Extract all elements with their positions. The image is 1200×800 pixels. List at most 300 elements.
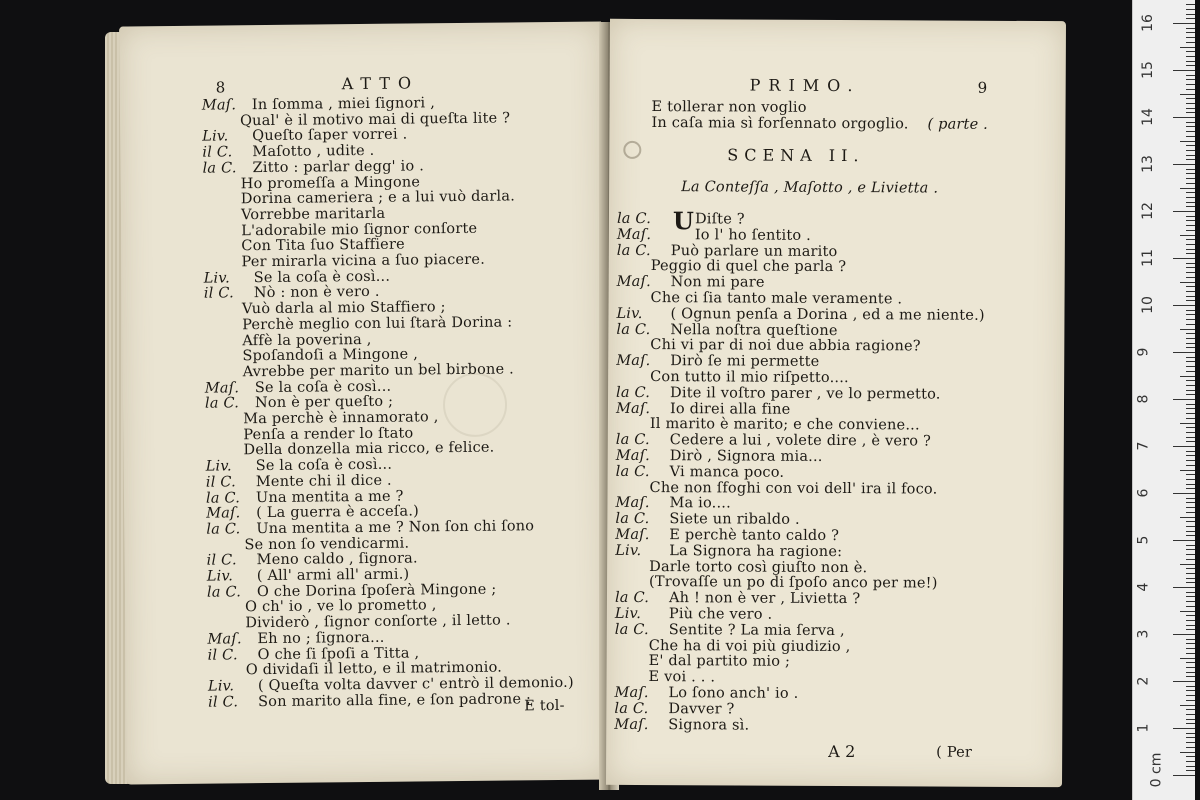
ruler-tick <box>1186 488 1195 489</box>
ruler-tick <box>1186 427 1195 428</box>
ruler-number: 4 <box>1135 582 1152 592</box>
speaker-label: il C. <box>205 474 236 491</box>
speaker-label: la C. <box>616 321 651 338</box>
ruler-tick <box>1173 540 1195 541</box>
ruler-number: 11 <box>1139 249 1156 267</box>
verse-line: ( Queſta volta davver c' entrò il demonio.) <box>257 674 574 695</box>
verse-line: Dividerò , ſignor conſorte , il letto . <box>245 612 511 632</box>
ruler-tick <box>1186 672 1195 673</box>
ruler-tick <box>1180 282 1195 283</box>
verse-line: Qual' è il motivo mai di queſta lite ? <box>239 110 511 129</box>
ruler-tick <box>1186 112 1195 113</box>
ruler-tick <box>1173 775 1195 776</box>
ruler-tick <box>1186 253 1195 254</box>
verse-line: O ch' io , ve lo prometto , <box>245 597 437 616</box>
verse-line: Sentite ? La mia ſerva , <box>668 621 845 639</box>
ruler-tick <box>1180 188 1195 189</box>
ruler-tick <box>1186 14 1195 15</box>
ruler-number: 8 <box>1135 394 1152 404</box>
verse-line: Meno caldo , ſignora. <box>256 550 418 569</box>
verse-line: Ma io.... <box>669 495 731 512</box>
ruler-tick <box>1186 714 1195 715</box>
ruler-number: 3 <box>1135 629 1152 639</box>
verse-line: Io l' ho ſentito . <box>694 227 812 244</box>
ruler-tick <box>1186 408 1195 409</box>
ruler-tick <box>1186 173 1195 174</box>
ruler-tick <box>1186 380 1195 381</box>
ruler-tick <box>1186 103 1195 104</box>
speaker-label: la C. <box>204 395 240 412</box>
left-running-head: ATTO <box>341 73 420 94</box>
speaker-label: Liv. <box>202 128 229 146</box>
ruler-tick <box>1186 37 1195 38</box>
ruler-tick <box>1186 625 1195 626</box>
ruler-tick <box>1186 502 1195 503</box>
ruler-tick <box>1186 28 1195 29</box>
ruler-tick <box>1186 244 1195 245</box>
verse-line: (Trovaſſe un po di ſpoſo anco per me!) <box>649 574 938 592</box>
ruler-number: 14 <box>1139 108 1156 126</box>
speaker-label: Liv. <box>206 568 234 585</box>
ruler-tick <box>1173 211 1195 212</box>
verse-line: Peggio di quel che parla ? <box>650 258 847 276</box>
ruler-tick <box>1186 455 1195 456</box>
ruler-tick <box>1186 545 1195 546</box>
ruler-tick <box>1180 47 1195 48</box>
measuring-ruler <box>1132 0 1195 800</box>
ruler-tick <box>1186 4 1195 5</box>
ruler-tick <box>1186 747 1195 748</box>
ruler-tick <box>1186 686 1195 687</box>
ruler-tick <box>1186 568 1195 569</box>
verse-line: In ſomma , miei ſignori , <box>251 95 436 114</box>
verse-line: Che ha di voi più giudizio , <box>648 637 851 655</box>
ruler-tick <box>1186 695 1195 696</box>
verse-line: Della donzella mia ricco, e felice. <box>243 440 495 459</box>
ruler-tick <box>1186 766 1195 767</box>
verse-line: ( Ognun penſa a Dorina , ed a me niente.) <box>670 305 985 324</box>
ruler-tick <box>1180 611 1195 612</box>
verse-line: Per mirarla vicina a ſuo piacere. <box>241 251 486 271</box>
ruler-tick <box>1186 249 1195 250</box>
speaker-label: la C. <box>615 511 650 528</box>
verse-line: Diſte ? <box>694 211 745 228</box>
ruler-tick <box>1186 314 1195 315</box>
ruler-number: 16 <box>1139 14 1156 32</box>
speaker-label: la C. <box>615 432 650 449</box>
verse-line: E tollerar non voglio <box>651 99 807 116</box>
ruler-tick <box>1186 178 1195 179</box>
ruler-tick <box>1180 423 1195 424</box>
speaker-label: Liv. <box>614 605 642 622</box>
ruler-tick <box>1186 272 1195 273</box>
ruler-tick <box>1186 192 1195 193</box>
ruler-tick <box>1186 770 1195 771</box>
ruler-tick <box>1186 723 1195 724</box>
ruler-tick <box>1186 639 1195 640</box>
open-book <box>105 12 1070 794</box>
verse-line: Il marito è marito; e che conviene... <box>649 416 920 434</box>
verse-line: Che ci ſia tanto male veramente . <box>650 290 903 308</box>
bleed-through-mark <box>443 373 508 438</box>
ruler-tick <box>1186 451 1195 452</box>
ruler-tick <box>1186 366 1195 367</box>
ruler-tick <box>1173 634 1195 635</box>
ruler-number: 13 <box>1139 155 1156 173</box>
ruler-number: 5 <box>1135 535 1152 545</box>
ruler-tick <box>1186 742 1195 743</box>
ruler-tick <box>1180 658 1195 659</box>
verse-line: ( All' armi all' armi.) <box>256 566 410 585</box>
ruler-tick <box>1173 258 1195 259</box>
verse-line: Lo ſono anch' io . <box>668 685 799 702</box>
speaker-label: la C. <box>614 700 649 717</box>
verse-line: Perchè meglio con lui ſtarà Dorina : <box>242 314 513 334</box>
verse-line: Ma perchè è innamorato , <box>243 409 439 428</box>
verse-line: ( La guerra è acceſa.) <box>256 503 420 522</box>
scene-title: SCENA II. <box>727 145 865 166</box>
speaker-label: la C. <box>614 621 649 638</box>
stage-direction: ( parte . <box>927 116 989 133</box>
ruler-tick <box>1186 277 1195 278</box>
verse-line: Se la coſa è così... <box>255 456 393 475</box>
ruler-number: 6 <box>1135 488 1152 498</box>
ruler-tick <box>1186 676 1195 677</box>
ruler-tick <box>1173 117 1195 118</box>
verse-line: Vuò darla al mio Staffiero ; <box>241 299 446 318</box>
left-page-number: 8 <box>215 78 226 97</box>
verse-line: L'adorabile mio ſignor conſorte <box>241 220 478 239</box>
verse-line: Darle torto così giuſto non è. <box>649 558 868 576</box>
ruler-tick <box>1186 361 1195 362</box>
ruler-tick <box>1186 413 1195 414</box>
ruler-tick <box>1186 596 1195 597</box>
ruler-tick <box>1186 554 1195 555</box>
speaker-label: il C. <box>203 285 235 303</box>
ruler-tick <box>1186 507 1195 508</box>
ruler-tick <box>1180 470 1195 471</box>
ruler-tick <box>1186 667 1195 668</box>
ruler-tick <box>1186 601 1195 602</box>
ruler-tick <box>1186 573 1195 574</box>
ruler-tick <box>1173 399 1195 400</box>
speaker-label: la C. <box>205 489 241 507</box>
ruler-tick <box>1186 333 1195 334</box>
ruler-tick <box>1186 643 1195 644</box>
ruler-number: 15 <box>1139 61 1156 79</box>
speaker-label: la C. <box>614 590 650 607</box>
verse-line: E' dal partito mio ; <box>648 653 791 671</box>
verse-line: Non mi pare <box>670 274 765 291</box>
ruler-tick <box>1186 512 1195 513</box>
ruler-tick <box>1186 347 1195 348</box>
ruler-tick <box>1186 75 1195 76</box>
ruler-tick <box>1186 122 1195 123</box>
drop-cap: U <box>672 206 695 236</box>
speaker-label: Maſ. <box>615 526 650 544</box>
verse-line: Non è per queſto ; <box>254 393 394 412</box>
ruler-tick <box>1186 291 1195 292</box>
right-running-head: PRIMO. <box>749 75 861 96</box>
ruler-tick <box>1186 61 1195 62</box>
speaker-label: il C. <box>208 693 239 711</box>
ruler-tick <box>1186 267 1195 268</box>
speaker-label: Maſ. <box>616 274 651 291</box>
ruler-tick <box>1173 587 1195 588</box>
ruler-tick <box>1186 404 1195 405</box>
ruler-tick <box>1186 206 1195 207</box>
speaker-label: il C. <box>202 144 233 161</box>
ruler-tick <box>1186 220 1195 221</box>
ruler-tick <box>1173 164 1195 165</box>
left-page <box>119 21 609 784</box>
ruler-tick <box>1186 51 1195 52</box>
verse-line: Penſa a render lo ſtato <box>243 425 414 443</box>
ruler-tick <box>1180 235 1195 236</box>
ruler-tick <box>1180 752 1195 753</box>
ruler-tick <box>1186 84 1195 85</box>
speaker-label: la C. <box>616 242 651 259</box>
speaker-label: Maſ. <box>206 505 241 522</box>
ruler-tick <box>1180 517 1195 518</box>
ruler-tick <box>1180 329 1195 330</box>
verse-line: Dite il voſtro parer , ve lo permetto. <box>670 384 941 403</box>
ruler-tick <box>1186 535 1195 536</box>
ruler-unit-label: 0 cm <box>1148 752 1165 788</box>
ruler-number: 10 <box>1139 296 1156 314</box>
ruler-tick <box>1186 56 1195 57</box>
speaker-label: Maſ. <box>207 631 242 648</box>
verse-line: Se la coſa è così... <box>254 378 392 396</box>
verse-line: Vi manca poco. <box>669 463 785 481</box>
verse-line: Chi vi par di noi due abbia ragione? <box>650 337 921 355</box>
speaker-label: la C. <box>616 210 652 228</box>
ruler-tick <box>1186 648 1195 649</box>
ruler-tick <box>1186 239 1195 240</box>
verse-line: Nella noſtra queſtione <box>670 321 838 339</box>
verse-line: Maſotto , udite . <box>252 142 375 161</box>
ruler-tick <box>1186 202 1195 203</box>
ruler-tick <box>1186 319 1195 320</box>
speaker-label: il C. <box>207 646 238 664</box>
ruler-tick <box>1186 126 1195 127</box>
ruler-tick <box>1186 418 1195 419</box>
ruler-tick <box>1186 310 1195 311</box>
speaker-label: Liv. <box>616 305 643 322</box>
ruler-tick <box>1173 352 1195 353</box>
verse-line: Che non ſfoghi con voi dell' ira il foco. <box>649 479 938 498</box>
ruler-tick <box>1186 145 1195 146</box>
ruler-tick <box>1186 474 1195 475</box>
ruler-tick <box>1186 286 1195 287</box>
ruler-tick <box>1186 169 1195 170</box>
ruler-tick <box>1186 89 1195 90</box>
verse-line: O che ſi ſpoſi a Titta , <box>257 644 420 663</box>
speaker-label: il C. <box>206 552 237 569</box>
verse-line: O dividaſi il letto, e il matrimonio. <box>245 659 503 679</box>
ruler-tick <box>1173 23 1195 24</box>
verse-line: Queſto ſaper vorrei . <box>252 126 408 145</box>
verse-line: Se la coſa è così... <box>253 268 391 286</box>
verse-line: Affè la poverina , <box>242 331 372 349</box>
ruler-tick <box>1173 446 1195 447</box>
verse-line: Ah ! non è ver , Livietta ? <box>668 590 861 608</box>
ruler-tick <box>1186 521 1195 522</box>
speaker-label: Maſ. <box>201 97 237 114</box>
speaker-label: Maſ. <box>615 495 650 512</box>
ruler-tick <box>1186 338 1195 339</box>
ruler-tick <box>1186 343 1195 344</box>
ruler-tick <box>1186 700 1195 701</box>
speaker-label: Maſ. <box>616 226 652 243</box>
verse-line: Dirò ſe mi permette <box>670 353 820 371</box>
verse-line: Una mentita a me ? <box>255 488 404 506</box>
ruler-number: 7 <box>1135 441 1152 451</box>
ruler-tick <box>1186 155 1195 156</box>
speaker-label: la C. <box>616 384 651 401</box>
ruler-tick <box>1186 606 1195 607</box>
speaker-label: Liv. <box>205 458 232 475</box>
verse-line: E voi . . . <box>648 669 716 686</box>
speaker-label: Liv. <box>615 542 642 559</box>
verse-line: Con tutto il mio riſpetto.... <box>650 369 849 387</box>
ruler-tick <box>1180 141 1195 142</box>
ruler-tick <box>1186 437 1195 438</box>
speaker-label: Liv. <box>207 678 235 695</box>
scene-characters: La Conteſſa , Maſotto , e Livietta . <box>681 179 939 197</box>
ruler-tick <box>1186 653 1195 654</box>
ruler-tick <box>1186 559 1195 560</box>
signature-mark: A 2 <box>828 741 856 762</box>
speaker-label: Maſ. <box>616 353 651 370</box>
ruler-tick <box>1186 216 1195 217</box>
ruler-tick <box>1186 549 1195 550</box>
ruler-tick <box>1186 296 1195 297</box>
verse-line: Mente chi il dice . <box>255 472 392 490</box>
ruler-tick <box>1173 728 1195 729</box>
speaker-label: la C. <box>615 463 650 480</box>
ruler-tick <box>1186 371 1195 372</box>
speaker-label: Maſ. <box>614 684 649 702</box>
right-catchword: ( Per <box>936 744 973 761</box>
verse-line: Dorina cameriera ; e a lui vuò darla. <box>240 188 516 208</box>
right-page-number: 9 <box>977 78 988 97</box>
ruler-tick <box>1186 531 1195 532</box>
ruler-tick <box>1186 441 1195 442</box>
ruler-tick <box>1186 498 1195 499</box>
right-page <box>606 19 1066 787</box>
ruler-tick <box>1180 705 1195 706</box>
ruler-tick <box>1186 394 1195 395</box>
ruler-tick <box>1186 131 1195 132</box>
ruler-tick <box>1180 94 1195 95</box>
verse-line: Eh no ; ſignora... <box>257 629 385 647</box>
left-catchword: E tol- <box>524 697 565 715</box>
speaker-label: Maſ. <box>204 379 240 397</box>
ruler-tick <box>1186 98 1195 99</box>
ruler-tick <box>1186 592 1195 593</box>
ruler-tick <box>1186 79 1195 80</box>
ruler-tick <box>1173 493 1195 494</box>
ruler-tick <box>1186 432 1195 433</box>
ruler-tick <box>1186 150 1195 151</box>
ruler-tick <box>1186 620 1195 621</box>
verse-line: Più che vero . <box>668 606 773 623</box>
ruler-tick <box>1186 756 1195 757</box>
verse-line: Può parlare un marito <box>670 242 838 260</box>
ruler-tick <box>1186 32 1195 33</box>
verse-line: Zitto : parlar degg' io . <box>252 158 425 176</box>
verse-line: Davver ? <box>668 700 735 718</box>
verse-line: Con Tita ſuo Staffiere <box>241 236 405 255</box>
ruler-tick <box>1186 65 1195 66</box>
ruler-tick <box>1186 465 1195 466</box>
ruler-tick <box>1186 479 1195 480</box>
ruler-tick <box>1186 159 1195 160</box>
speaker-label: la C. <box>202 160 237 177</box>
verse-line: In caſa mia sì forſennato orgoglio. <box>651 115 909 133</box>
verse-line: Signora sì. <box>668 716 750 734</box>
ruler-tick <box>1186 263 1195 264</box>
ruler-tick <box>1186 690 1195 691</box>
speaker-label: Maſ. <box>615 447 651 465</box>
verse-line: Ho promeſſa a Mingone <box>240 173 421 192</box>
ruler-number: 2 <box>1135 676 1152 686</box>
verse-line: La Signora ha ragione: <box>669 542 843 560</box>
ruler-tick <box>1173 70 1195 71</box>
verse-line: Vorrebbe maritarla <box>240 205 386 224</box>
ruler-tick <box>1180 376 1195 377</box>
verse-line: Dirò , Signora mia... <box>669 448 823 465</box>
ruler-tick <box>1186 225 1195 226</box>
verse-line: O che Dorina ſpoſerà Mingone ; <box>256 581 497 600</box>
ruler-tick <box>1186 629 1195 630</box>
ruler-tick <box>1186 18 1195 19</box>
speaker-label: Liv. <box>203 270 230 287</box>
verse-line: Son marito alla fine, e ſon padrone ; <box>258 690 532 710</box>
speaker-label: Maſ. <box>614 716 649 733</box>
ruler-tick <box>1186 484 1195 485</box>
verse-line: Io direi alla fine <box>669 400 791 418</box>
ruler-tick <box>1186 183 1195 184</box>
verse-line: Cedere a lui , volete dire , è vero ? <box>669 432 932 450</box>
speaker-label: la C. <box>206 521 241 538</box>
verse-line: Siete un ribaldo . <box>669 511 800 528</box>
verse-line: E perchè tanto caldo ? <box>669 527 840 545</box>
ruler-tick <box>1186 460 1195 461</box>
verse-line: Nò : non è vero . <box>253 284 380 302</box>
ruler-tick <box>1186 324 1195 325</box>
ruler-tick <box>1186 300 1195 301</box>
ruler-tick <box>1186 526 1195 527</box>
ruler-tick <box>1186 662 1195 663</box>
ruler-tick <box>1186 9 1195 10</box>
speaker-label: Maſ. <box>615 400 651 417</box>
ruler-tick <box>1186 582 1195 583</box>
ruler-tick <box>1186 136 1195 137</box>
ruler-number: 12 <box>1139 202 1156 220</box>
verse-line: Spoſandoſi a Mingone , <box>242 346 419 365</box>
ruler-tick <box>1186 709 1195 710</box>
ruler-tick <box>1186 230 1195 231</box>
ruler-tick <box>1173 681 1195 682</box>
ruler-number: 1 <box>1135 723 1152 733</box>
ring-mark <box>623 141 641 159</box>
verse-line: Avrebbe per marito un bel birbone . <box>242 361 515 381</box>
ruler-tick <box>1186 615 1195 616</box>
verse-line: Se non ſo vendicarmi. <box>244 535 410 553</box>
ruler-tick <box>1186 390 1195 391</box>
